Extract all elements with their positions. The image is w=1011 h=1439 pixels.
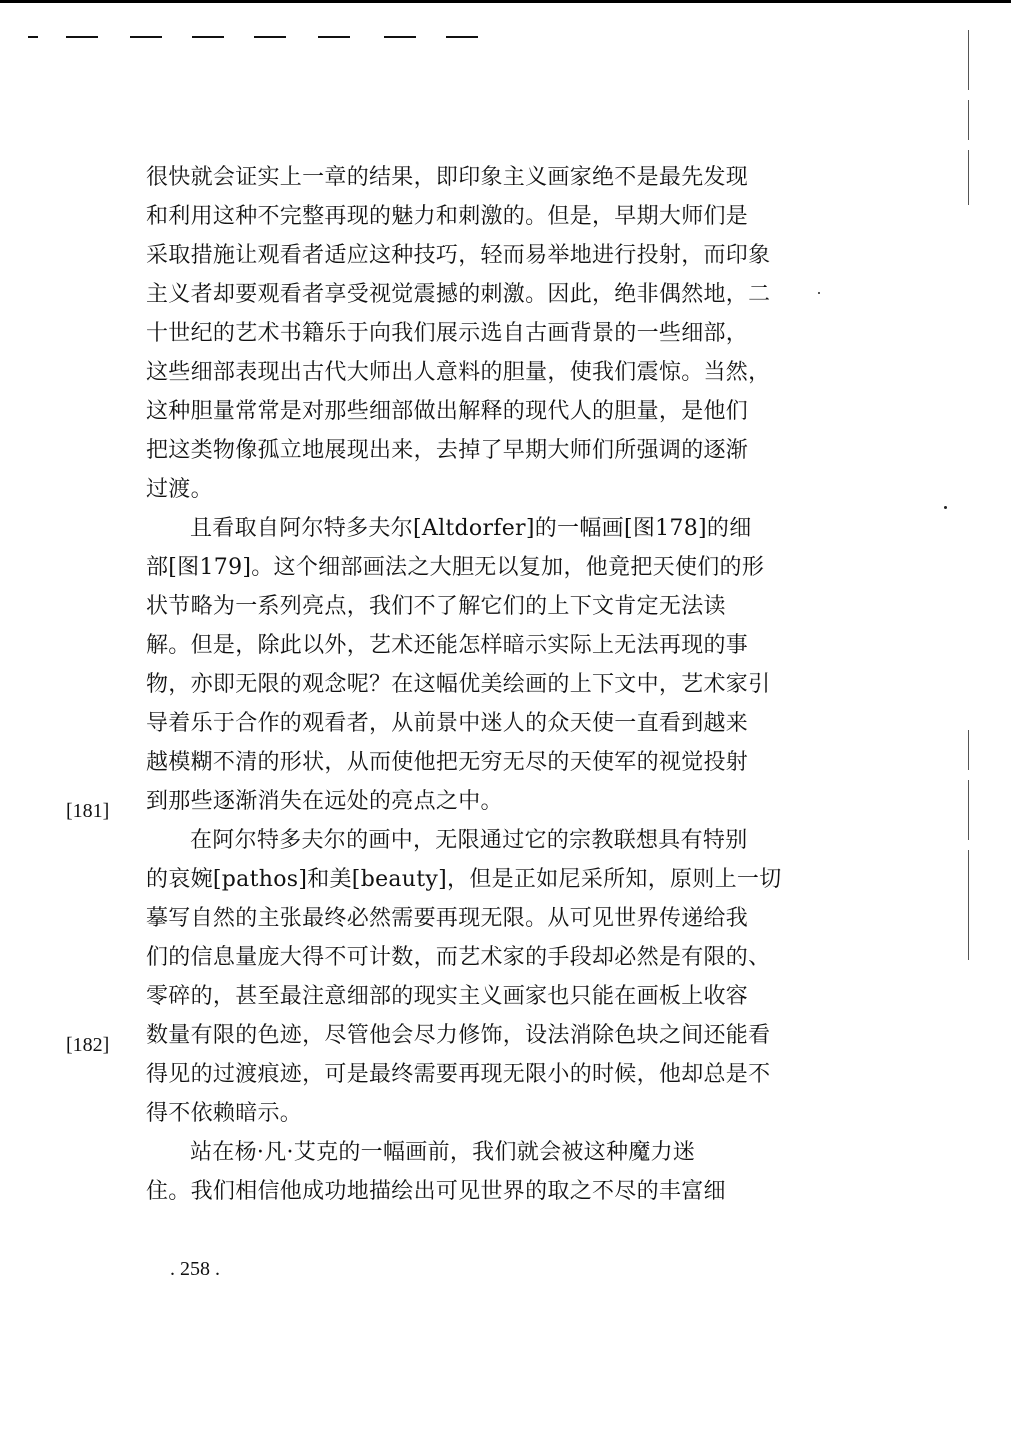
text-line: 很快就会证实上一章的结果，即印象主义画家绝不是最先发现: [146, 165, 749, 190]
header-dash-rule: [0, 36, 500, 40]
text-line: 部[图179]。这个细部画法之大胆无以复加，他竟把天使们的形: [146, 555, 765, 580]
text-line: 过渡。: [146, 477, 213, 502]
margin-reference-182: [182]: [66, 1034, 110, 1056]
page-number: . 258 .: [170, 1258, 220, 1280]
text-line: 得见的过渡痕迹，可是最终需要再现无限小的时候，他却总是不: [146, 1062, 771, 1087]
text-line: 物，亦即无限的观念呢？在这幅优美绘画的上下文中，艺术家引: [146, 672, 771, 697]
top-border-line: [0, 0, 1011, 3]
text-line: 十世纪的艺术书籍乐于向我们展示选自古画背景的一些细部，: [146, 321, 749, 346]
paragraph-4: [146, 1133, 836, 1211]
scan-edge-marks: [960, 30, 980, 1030]
paragraph-3: [146, 821, 836, 1133]
text-line: 在阿尔特多夫尔的画中，无限通过它的宗教联想具有特别: [190, 828, 748, 853]
text-line: 把这类物像孤立地展现出来，去掉了早期大师们所强调的逐渐: [146, 438, 749, 463]
text-line: 站在杨·凡·艾克的一幅画前，我们就会被这种魔力迷: [190, 1140, 696, 1165]
text-line: 数量有限的色迹，尽管他会尽力修饰，设法消除色块之间还能看: [146, 1023, 771, 1048]
text-line: 导着乐于合作的观看者，从前景中迷人的众天使一直看到越来: [146, 711, 749, 736]
paragraph-1: [146, 158, 836, 509]
text-line: 主义者却要观看者享受视觉震撼的刺激。因此，绝非偶然地，二: [146, 282, 771, 307]
text-line: 这种胆量常常是对那些细部做出解释的现代人的胆量，是他们: [146, 399, 749, 424]
paragraph-2: [146, 509, 836, 821]
text-line: 且看取自阿尔特多夫尔[Altdorfer]的一幅画[图178]的细: [190, 516, 752, 541]
text-line: 到那些逐渐消失在远处的亮点之中。: [146, 789, 503, 814]
text-line: 这些细部表现出古代大师出人意料的胆量，使我们震惊。当然，: [146, 360, 771, 385]
text-line: 摹写自然的主张最终必然需要再现无限。从可见世界传递给我: [146, 906, 749, 931]
text-line: 和利用这种不完整再现的魅力和刺激的。但是，早期大师们是: [146, 204, 749, 229]
text-line: 零碎的，甚至最注意细部的现实主义画家也只能在画板上收容: [146, 984, 749, 1009]
text-line: 们的信息量庞大得不可计数，而艺术家的手段却必然是有限的、: [146, 945, 771, 970]
scan-speck: [944, 506, 947, 509]
text-line: 越模糊不清的形状，从而使他把无穷无尽的天使军的视觉投射: [146, 750, 749, 775]
text-line: 住。我们相信他成功地描绘出可见世界的取之不尽的丰富细: [146, 1179, 726, 1204]
page-body-text: [146, 158, 836, 1211]
text-line: 解。但是，除此以外，艺术还能怎样暗示实际上无法再现的事: [146, 633, 749, 658]
text-line: 得不依赖暗示。: [146, 1101, 303, 1126]
margin-reference-181: [181]: [66, 800, 110, 822]
text-line: 的哀婉[pathos]和美[beauty]，但是正如尼采所知，原则上一切: [146, 867, 782, 892]
text-line: 状节略为一系列亮点，我们不了解它们的上下文肯定无法读: [146, 594, 726, 619]
scan-speck: [818, 292, 820, 294]
text-line: 采取措施让观看者适应这种技巧，轻而易举地进行投射，而印象: [146, 243, 771, 268]
